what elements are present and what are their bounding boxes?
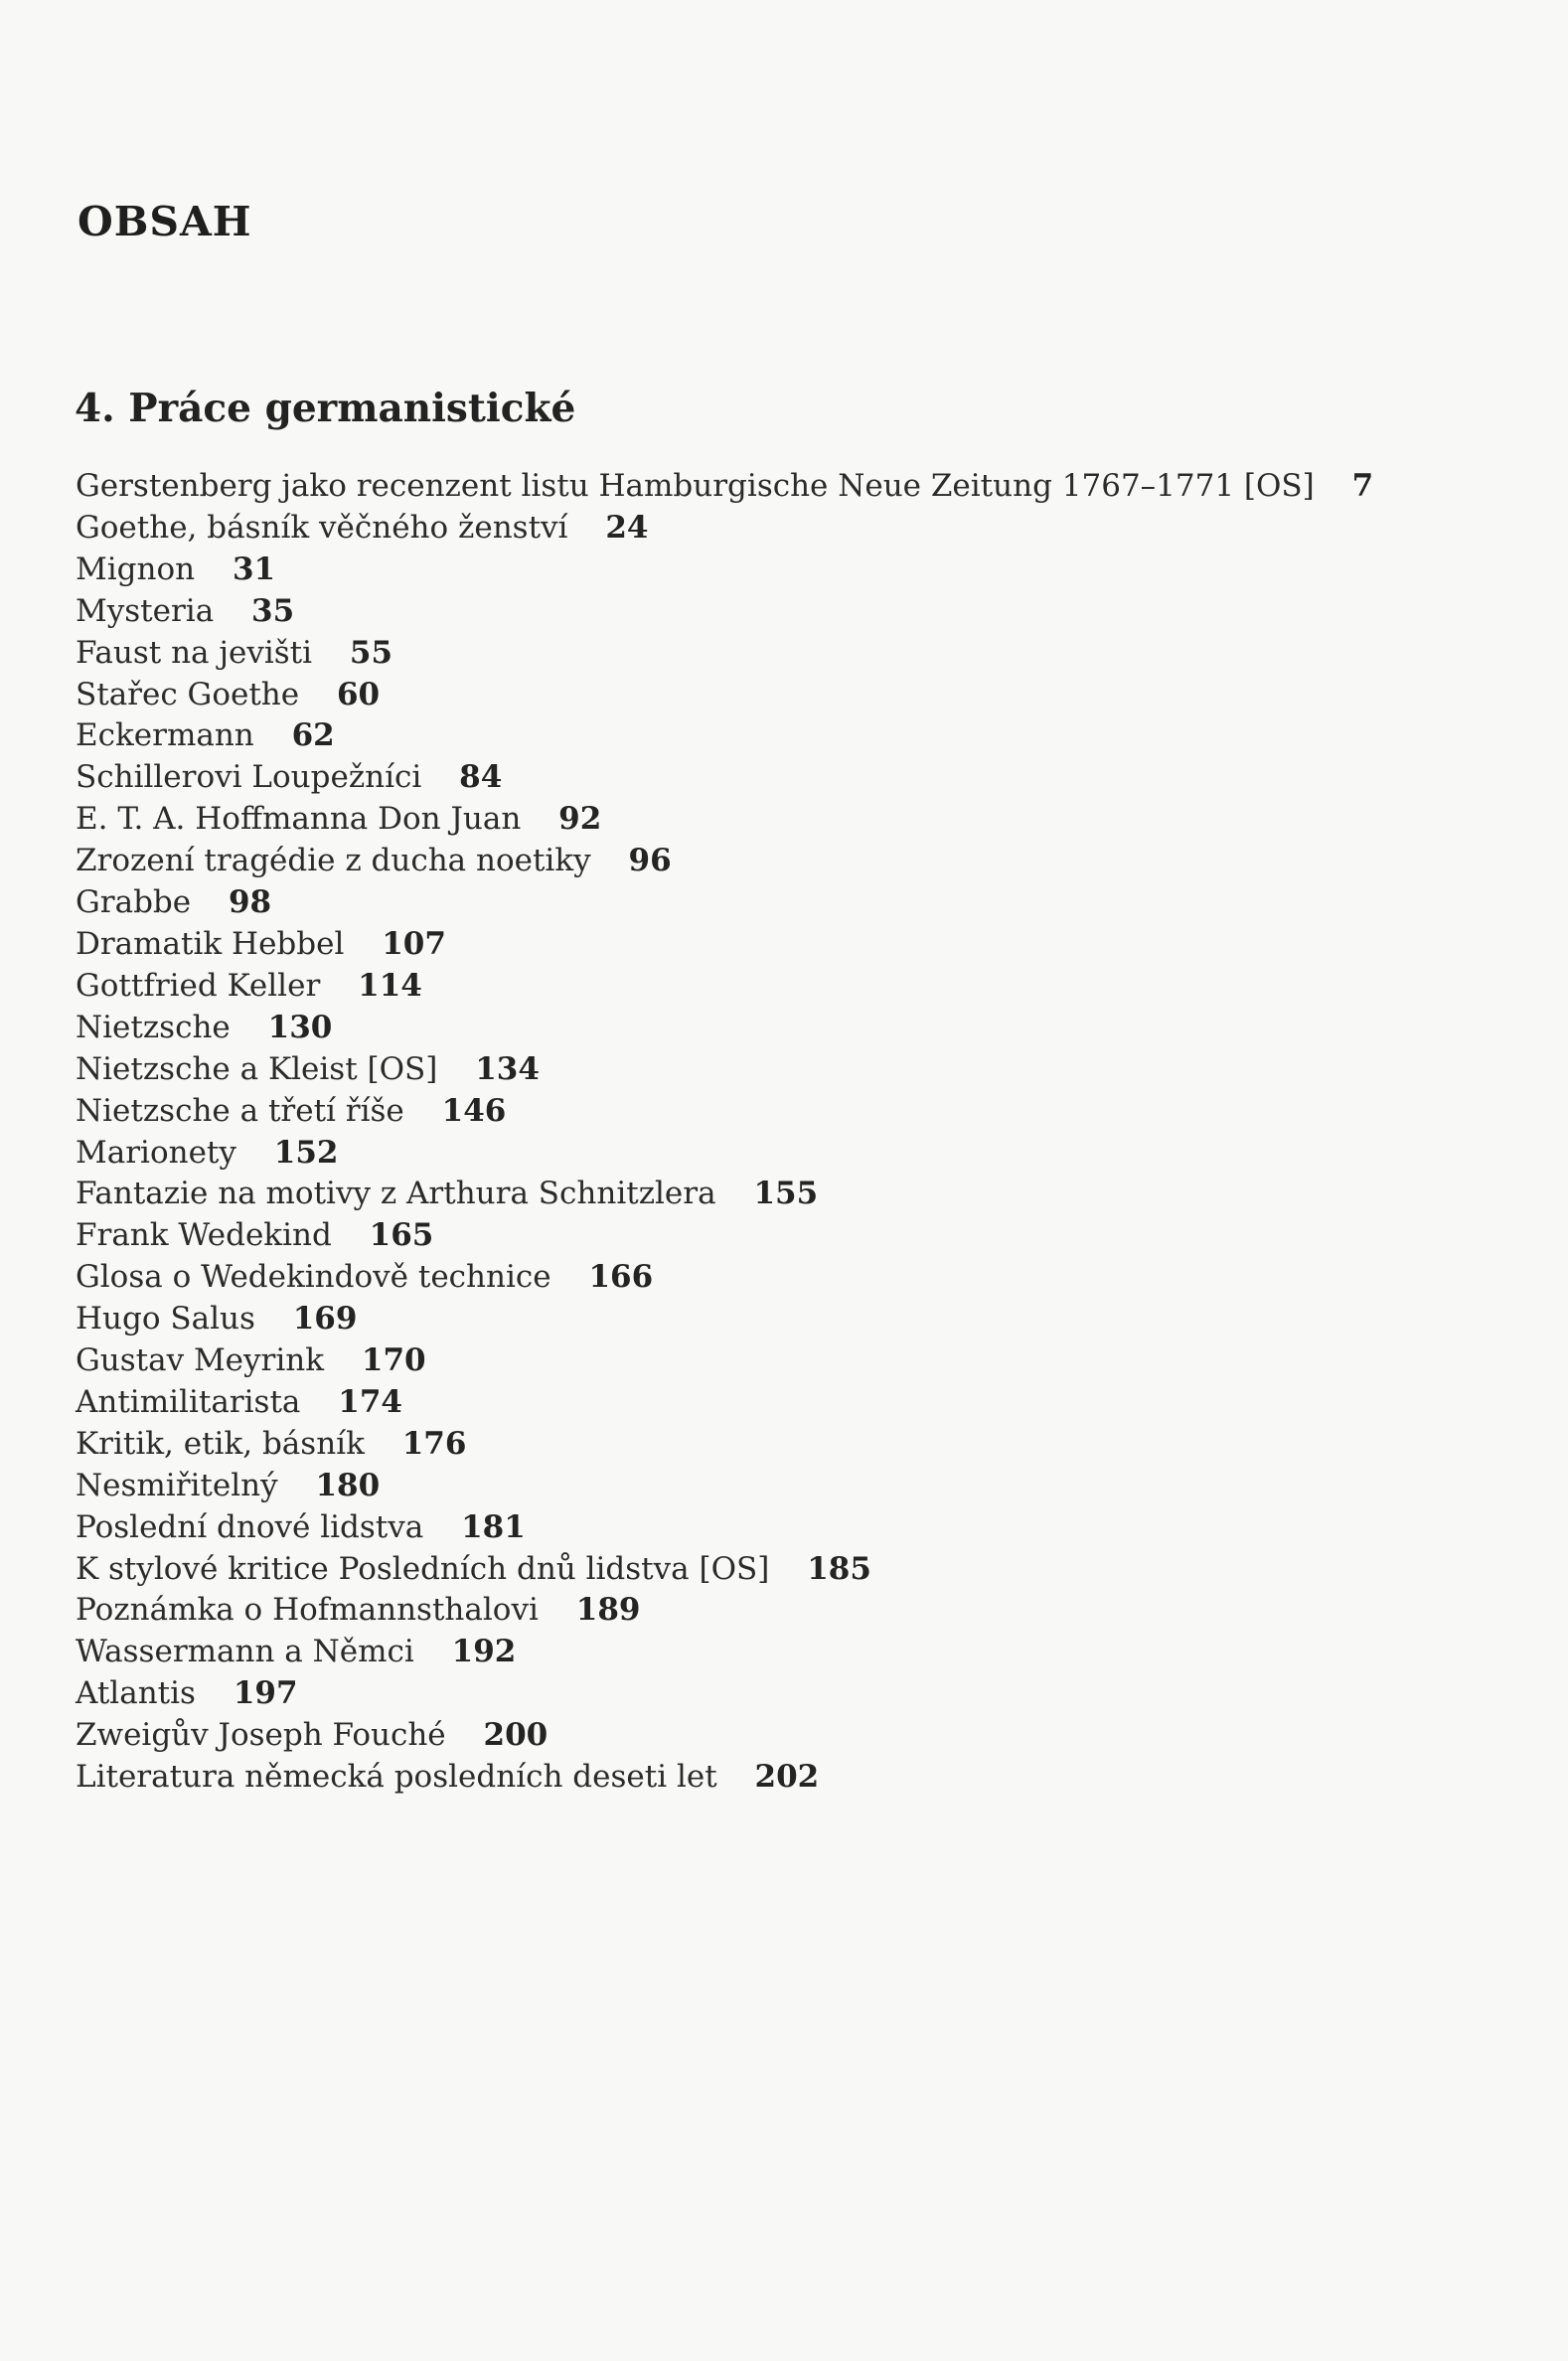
toc-entry xyxy=(76,550,1487,591)
toc-entry-page: 24 xyxy=(605,509,649,546)
toc-entry xyxy=(76,1673,1487,1715)
toc-entry xyxy=(76,1715,1487,1757)
toc-entry-title: Mignon xyxy=(76,551,196,587)
toc-entry-title: Mysteria xyxy=(76,592,215,629)
toc-entry xyxy=(76,882,1487,924)
toc-entry xyxy=(76,757,1487,799)
toc-entry xyxy=(76,924,1487,966)
toc-entry-title: Schillerovi Loupežníci xyxy=(76,759,422,796)
toc-entry-title: Gerstenberg jako recenzent listu Hamburgische Neue Zeitung 1767–1771 [OS] xyxy=(76,468,1315,504)
toc-entry xyxy=(76,1008,1487,1049)
toc-entry xyxy=(76,966,1487,1008)
toc-entry-title: Fantazie na motivy z Arthura Schnitzlera xyxy=(76,1176,716,1212)
toc-entry xyxy=(76,508,1487,550)
toc-entry xyxy=(76,715,1487,757)
toc-entry xyxy=(76,1757,1487,1799)
toc-entry-title: Nietzsche a třetí říše xyxy=(76,1092,404,1129)
toc-entry xyxy=(76,466,1487,508)
toc-entry xyxy=(76,1299,1487,1340)
toc-entry xyxy=(76,591,1487,633)
toc-entry-title: Wassermann a Němci xyxy=(76,1634,414,1670)
toc-entry-title: Literatura německá posledních deseti let xyxy=(76,1759,717,1796)
toc-entry-page: 92 xyxy=(558,801,602,838)
toc-entry-page: 165 xyxy=(369,1217,434,1254)
toc-entry xyxy=(76,1424,1487,1466)
toc-entry-title: Poslední dnové lidstva xyxy=(76,1508,424,1545)
toc-entry xyxy=(76,1215,1487,1257)
toc-entry-page: 96 xyxy=(628,843,672,879)
toc-entry xyxy=(76,841,1487,882)
toc-entry-title: Frank Wedekind xyxy=(76,1217,332,1254)
toc-entry-title: Gustav Meyrink xyxy=(76,1342,325,1379)
toc-entry-page: 174 xyxy=(338,1383,402,1420)
toc-entry-page: 84 xyxy=(459,759,503,796)
toc-entry-title: Zrození tragédie z ducha noetiky xyxy=(76,843,591,879)
toc-entry-page: 202 xyxy=(754,1759,820,1796)
toc-entry xyxy=(76,1174,1487,1215)
toc-entry xyxy=(76,1466,1487,1507)
toc-entry-page: 152 xyxy=(273,1134,339,1171)
toc-entry-page: 55 xyxy=(349,634,393,671)
toc-entry-page: 7 xyxy=(1351,468,1374,504)
toc-entry-title: K stylové kritice Posledních dnů lidstva [OS] xyxy=(76,1550,770,1587)
toc-entry xyxy=(76,1091,1487,1133)
toc-entry-title: Hugo Salus xyxy=(76,1301,255,1338)
toc-entry-page: 189 xyxy=(575,1592,641,1629)
toc-entry-page: 176 xyxy=(401,1425,467,1462)
toc-list xyxy=(76,466,1487,1799)
toc-entry-page: 192 xyxy=(451,1634,517,1670)
toc-entry xyxy=(76,799,1487,841)
toc-entry-title: Glosa o Wedekindově technice xyxy=(76,1259,551,1296)
toc-entry-page: 62 xyxy=(291,717,335,754)
toc-entry-title: Nietzsche a Kleist [OS] xyxy=(76,1050,438,1087)
toc-entry xyxy=(76,1549,1487,1591)
toc-entry-page: 197 xyxy=(233,1675,298,1712)
toc-entry-page: 170 xyxy=(361,1342,426,1379)
toc-entry-title: Nesmiřitelný xyxy=(76,1467,278,1503)
toc-entry-title: Nietzsche xyxy=(76,1009,231,1045)
toc-entry-title: Poznámka o Hofmannsthalovi xyxy=(76,1592,539,1629)
toc-entry-title: Antimilitarista xyxy=(76,1383,301,1420)
toc-entry-title: Stařec Goethe xyxy=(76,676,300,712)
toc-entry-title: Faust na jevišti xyxy=(76,634,313,671)
toc-entry-page: 166 xyxy=(588,1259,654,1296)
toc-entry-page: 185 xyxy=(807,1550,871,1587)
toc-entry xyxy=(76,1507,1487,1549)
toc-entry-page: 31 xyxy=(232,551,276,587)
section-title: 4. Práce germanistické xyxy=(75,386,576,431)
toc-entry-page: 181 xyxy=(461,1508,526,1545)
toc-entry-page: 169 xyxy=(292,1301,358,1338)
toc-entry-title: Zweigův Joseph Fouché xyxy=(76,1717,446,1754)
toc-entry-page: 146 xyxy=(441,1092,507,1129)
toc-entry-page: 134 xyxy=(475,1050,540,1087)
toc-entry-title: Goethe, básník věčného ženství xyxy=(76,509,568,546)
toc-entry-title: Gottfried Keller xyxy=(76,967,321,1004)
toc-entry xyxy=(76,675,1487,716)
toc-entry xyxy=(76,1049,1487,1091)
toc-entry xyxy=(76,1382,1487,1424)
toc-entry-page: 114 xyxy=(358,967,422,1004)
toc-entry-page: 60 xyxy=(336,676,381,712)
toc-entry xyxy=(76,1632,1487,1673)
toc-entry xyxy=(76,1590,1487,1632)
toc-entry-page: 155 xyxy=(753,1176,819,1212)
toc-entry xyxy=(76,1340,1487,1382)
toc-entry-title: Eckermann xyxy=(76,717,254,754)
toc-entry-page: 35 xyxy=(251,592,295,629)
contents-heading: OBSAH xyxy=(78,198,252,245)
toc-entry xyxy=(76,1257,1487,1299)
toc-entry-title: Atlantis xyxy=(76,1675,196,1712)
toc-entry-title: Kritik, etik, básník xyxy=(76,1425,365,1462)
toc-entry-title: E. T. A. Hoffmanna Don Juan xyxy=(76,801,522,838)
toc-entry-page: 130 xyxy=(267,1009,333,1045)
toc-entry-page: 107 xyxy=(382,925,446,962)
toc-entry xyxy=(76,1133,1487,1175)
toc-entry-title: Grabbe xyxy=(76,884,192,921)
toc-entry-title: Marionety xyxy=(76,1134,236,1171)
toc-entry-page: 180 xyxy=(315,1467,381,1503)
toc-entry-page: 200 xyxy=(483,1717,549,1754)
toc-entry xyxy=(76,633,1487,675)
toc-entry-page: 98 xyxy=(228,884,272,921)
toc-entry-title: Dramatik Hebbel xyxy=(76,925,345,962)
